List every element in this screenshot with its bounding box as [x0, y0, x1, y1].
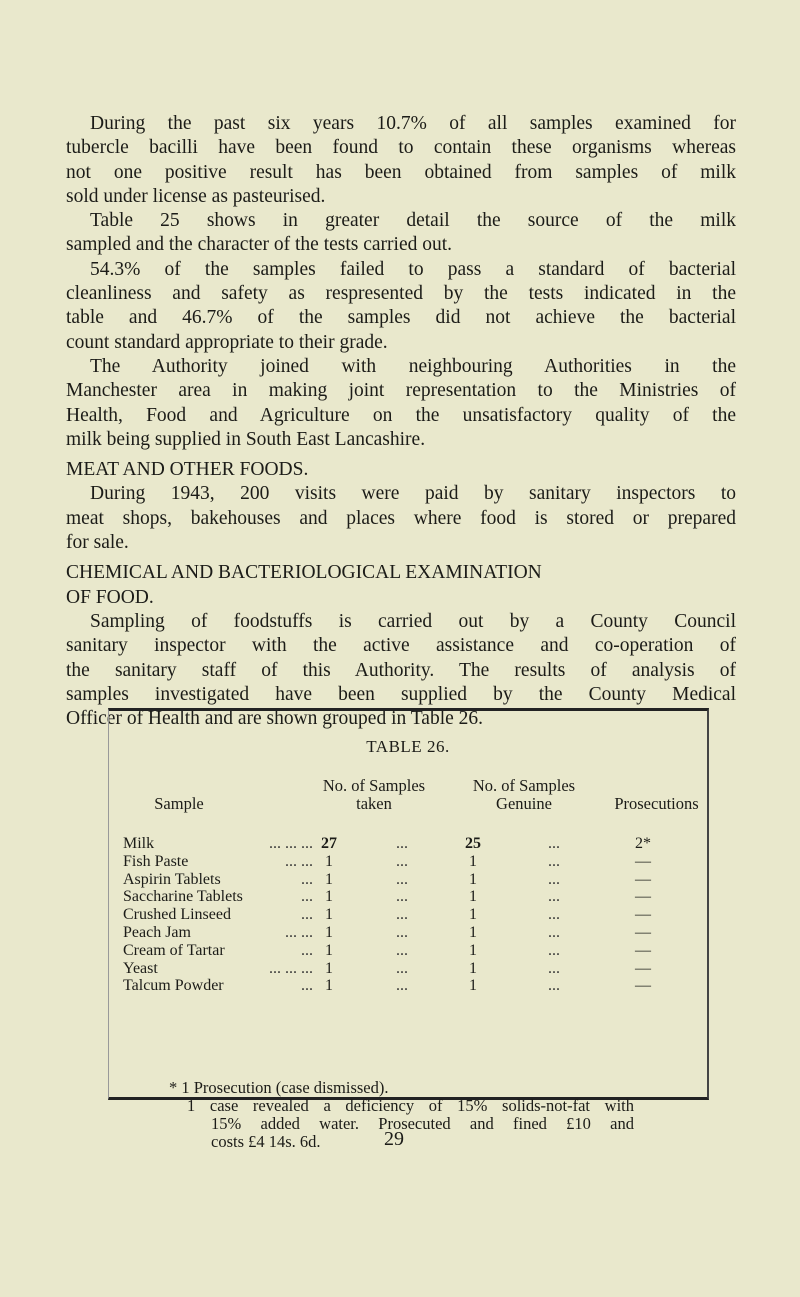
leader-dots: ... ... [285, 924, 313, 941]
leader-dots: ... [301, 906, 313, 924]
genuine-cell: 1 [469, 959, 477, 977]
text-line: Table 25 shows in greater detail the source of the milk [90, 210, 736, 232]
header-genuine-line2: Genuine [496, 794, 552, 813]
leader-dots: ... [548, 977, 560, 995]
leader-dots: ... [396, 977, 408, 995]
header-prosecutions: Prosecutions [614, 794, 699, 813]
taken-cell: 1 [325, 924, 333, 941]
table-row [123, 888, 703, 906]
leader-dots: ... [301, 888, 313, 906]
genuine-cell: 1 [469, 888, 477, 906]
text-line: OF FOOD. [66, 586, 154, 608]
table-row [123, 977, 703, 995]
prosecutions-cell: — [635, 941, 651, 959]
taken-cell: 1 [325, 888, 333, 906]
header-taken-line2: taken [356, 794, 392, 813]
genuine-cell: 1 [469, 870, 477, 888]
leader-dots: ... [396, 888, 408, 906]
prosecutions-cell: — [635, 852, 651, 870]
footnote-line: 1 case revealed a deficiency of 15% solids-not-fat with [187, 1096, 634, 1115]
header-genuine-line1: No. of Samples [472, 776, 576, 795]
text-line: 54.3% of the samples failed to pass a standard of bacterial [90, 258, 736, 280]
text-line: sampled and the character of the tests carried out. [66, 234, 453, 256]
text-line: During the past six years 10.7% of all samples examined for [90, 113, 736, 134]
leader-dots: ... [548, 888, 560, 906]
text-line: Manchester area in making joint representation to the Ministries of [66, 380, 736, 402]
text-line: for sale. [66, 532, 129, 554]
prosecutions-cell: — [635, 888, 651, 906]
leader-dots: ... [396, 941, 408, 959]
text-line: cleanliness and safety as respresented by the tests indicated in the [66, 283, 736, 305]
taken-cell: 1 [325, 941, 333, 959]
table-row [123, 906, 703, 924]
sample-cell: Talcum Powder [123, 977, 224, 995]
leader-dots: ... [396, 852, 408, 870]
leader-dots: ... ... ... [269, 959, 313, 977]
body-text [66, 112, 736, 731]
paragraph [66, 482, 736, 555]
leader-dots: ... ... [285, 852, 313, 870]
sample-cell: Saccharine Tablets [123, 888, 243, 906]
leader-dots: ... [301, 977, 313, 995]
section-heading [66, 561, 736, 610]
leader-dots: ... [548, 870, 560, 888]
prosecutions-cell: — [635, 906, 651, 924]
genuine-cell: 1 [469, 977, 477, 995]
leader-dots: ... [548, 906, 560, 924]
paragraph [66, 209, 736, 258]
table-row [123, 942, 703, 960]
prosecutions-cell: — [635, 977, 651, 995]
table-row [123, 924, 703, 942]
leader-dots: ... [396, 959, 408, 977]
text-line: The Authority joined with neighbouring Authorities in the [90, 355, 736, 377]
leader-dots: ... [548, 835, 560, 852]
section-heading [66, 458, 736, 482]
header-genuine [449, 777, 599, 813]
sample-cell: Crushed Linseed [123, 906, 231, 924]
sample-cell: Fish Paste [123, 852, 189, 870]
text-line: table and 46.7% of the samples did not achieve the bacterial [66, 307, 736, 329]
text-line: the sanitary staff of this Authority. The results of analysis of [66, 659, 736, 681]
text-line: not one positive result has been obtained from samples of milk [66, 161, 736, 183]
header-sample: Sample [154, 794, 204, 813]
prosecutions-cell: — [635, 924, 651, 941]
table-row [123, 835, 703, 853]
taken-cell: 1 [325, 959, 333, 977]
paragraph [66, 112, 736, 209]
leader-dots: ... ... ... [269, 835, 313, 852]
sample-cell: Yeast [123, 959, 158, 977]
text-line: CHEMICAL AND BACTERIOLOGICAL EXAMINATION [66, 562, 542, 584]
leader-dots: ... [396, 924, 408, 941]
genuine-cell: 1 [469, 852, 477, 870]
header-taken-line1: No. of Samples [322, 776, 426, 795]
text-line: Officer of Health and are shown grouped in Table 26. [66, 708, 484, 730]
paragraph [66, 355, 736, 452]
text-line: milk being supplied in South East Lancashire. [66, 428, 426, 450]
header-taken [299, 777, 449, 813]
text-line: During 1943, 200 visits were paid by sanitary inspectors to [90, 483, 736, 505]
footnote-line: costs £4 14s. 6d. [211, 1132, 321, 1151]
prosecutions-cell: — [635, 959, 651, 977]
text-line: meat shops, bakehouses and places where food is stored or prepared [66, 507, 736, 529]
text-line: Sampling of foodstuffs is carried out by a County Council [90, 610, 736, 632]
prosecutions-cell: — [635, 870, 651, 888]
leader-dots: ... [548, 852, 560, 870]
table-title: TABLE 26. [366, 737, 450, 756]
text-line: sold under license as pasteurised. [66, 185, 326, 207]
leader-dots: ... [548, 959, 560, 977]
taken-cell: 1 [325, 977, 333, 995]
table-row [123, 871, 703, 889]
genuine-cell: 1 [469, 906, 477, 924]
text-line: sanitary inspector with the active assistance and co-operation of [66, 635, 736, 657]
sample-cell: Aspirin Tablets [123, 870, 221, 888]
taken-cell: 1 [325, 852, 333, 870]
leader-dots: ... [396, 906, 408, 924]
table-row [123, 853, 703, 871]
footnote-line: * 1 Prosecution (case dismissed). [169, 1078, 389, 1097]
leader-dots: ... [396, 835, 408, 852]
sample-cell: Cream of Tartar [123, 941, 225, 959]
leader-dots: ... [301, 941, 313, 959]
sample-cell: Milk [123, 835, 155, 852]
text-line: MEAT AND OTHER FOODS. [66, 459, 309, 481]
genuine-cell: 1 [469, 941, 477, 959]
leader-dots: ... [301, 870, 313, 888]
sample-cell: Peach Jam [123, 924, 191, 941]
leader-dots: ... [548, 924, 560, 941]
paragraph [66, 258, 736, 355]
page-number: 29 [384, 1128, 404, 1150]
text-line: samples investigated have been supplied by the County Medical [66, 683, 736, 705]
text-line: count standard appropriate to their grade. [66, 331, 388, 353]
taken-cell: 1 [325, 870, 333, 888]
genuine-cell: 25 [465, 835, 481, 852]
text-line: tubercle bacilli have been found to contain these organisms whereas [66, 137, 736, 159]
prosecutions-cell: 2* [635, 835, 651, 852]
text-line: Health, Food and Agriculture on the unsatisfactory quality of the [66, 404, 736, 426]
taken-cell: 27 [321, 835, 337, 852]
footnote-line: 15% added water. Prosecuted and fined £10 and [211, 1114, 634, 1133]
table-row [123, 960, 703, 978]
leader-dots: ... [396, 870, 408, 888]
taken-cell: 1 [325, 906, 333, 924]
leader-dots: ... [548, 941, 560, 959]
genuine-cell: 1 [469, 924, 477, 941]
